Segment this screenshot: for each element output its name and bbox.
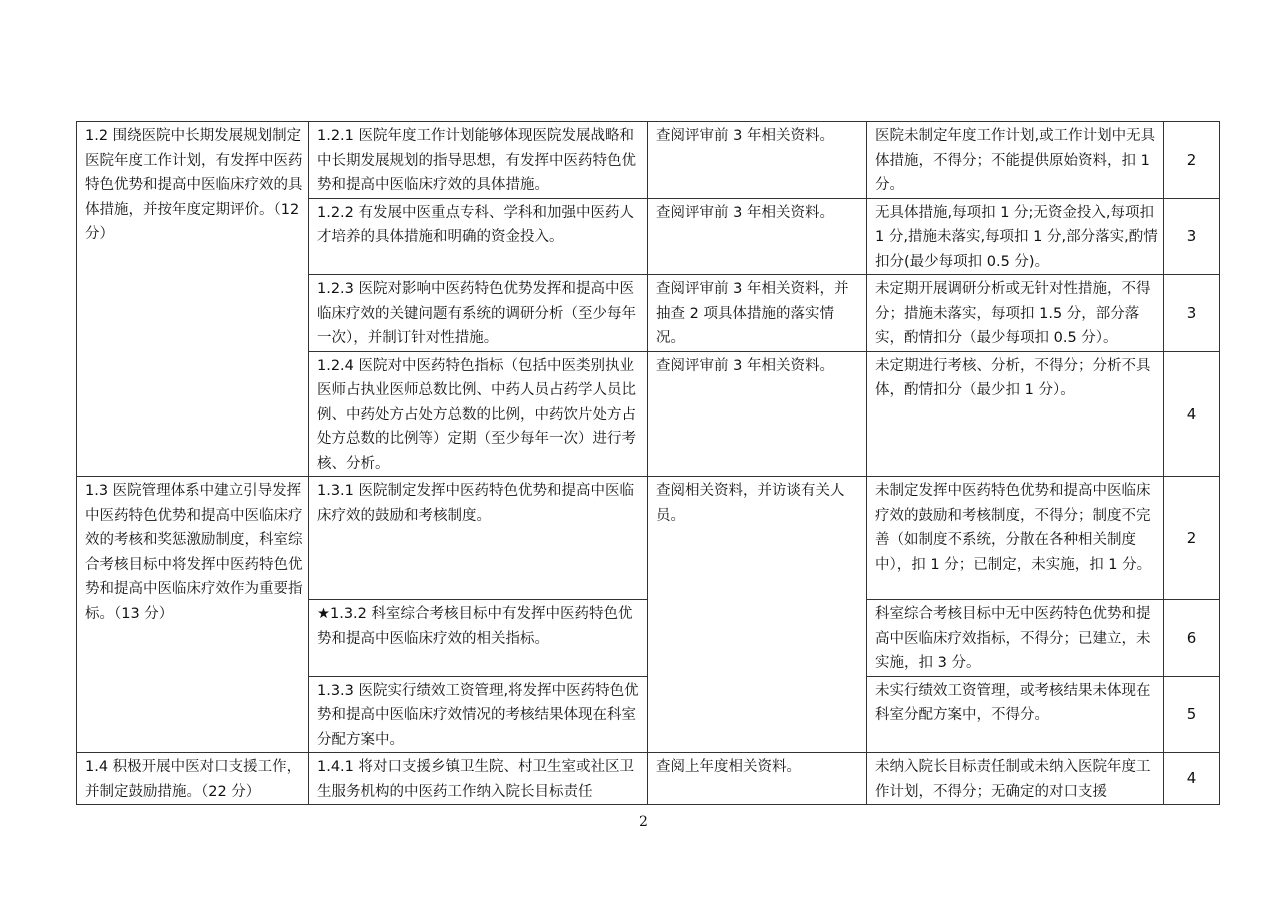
item-criteria: 未定期进行考核、分析，不得分；分析不具体，酌情扣分（最少扣 1 分）。: [867, 351, 1164, 477]
item-score: 6: [1164, 600, 1220, 677]
item-score: 3: [1164, 275, 1220, 352]
item-content: 1.3.1 医院制定发挥中医药特色优势和提高中医临床疗效的鼓励和考核制度。: [309, 477, 648, 600]
evaluation-table: [76, 121, 1220, 805]
item-content: 1.4.1 将对口支援乡镇卫生院、村卫生室或社区卫生服务机构的中医药工作纳入院长目标责任: [309, 753, 648, 805]
item-method: 查阅评审前 3 年相关资料。: [648, 198, 867, 275]
item-score: 4: [1164, 351, 1220, 477]
item-content: 1.2.2 有发展中医重点专科、学科和加强中医药人才培养的具体措施和明确的资金投入。: [309, 198, 648, 275]
item-criteria: 科室综合考核目标中无中医药特色优势和提高中医临床疗效指标，不得分；已建立，未实施，扣 3 分。: [867, 600, 1164, 677]
item-criteria: 无具体措施,每项扣 1 分;无资金投入,每项扣 1 分,措施未落实,每项扣 1 分,部分落实,酌情扣分(最少每项扣 0.5 分)。: [867, 198, 1164, 275]
item-score: 2: [1164, 122, 1220, 199]
item-method: 查阅评审前 3 年相关资料。: [648, 351, 867, 477]
page-number: 2: [639, 814, 648, 830]
section-title: 1.3 医院管理体系中建立引导发挥中医药特色优势和提高中医临床疗效的考核和奖惩激励制度，科室综合考核目标中将发挥中医药特色优势和提高中医临床疗效作为重要指标。（13 分）: [77, 477, 309, 753]
section-title: 1.2 围绕医院中长期发展规划制定医院年度工作计划，有发挥中医药特色优势和提高中医临床疗效的具体措施，并按年度定期评价。（12 分）: [77, 122, 309, 477]
item-score: 3: [1164, 198, 1220, 275]
item-content: 1.2.4 医院对中医药特色指标（包括中医类别执业医师占执业医师总数比例、中药人员占药学人员比例、中药处方占处方总数的比例，中药饮片处方占处方总数的比例等）定期（至少每年一次）进行考核、分析。: [309, 351, 648, 477]
item-score: 4: [1164, 753, 1220, 805]
item-method: 查阅相关资料，并访谈有关人员。: [648, 477, 867, 753]
item-score: 2: [1164, 477, 1220, 600]
item-criteria: 未纳入院长目标责任制或未纳入医院年度工作计划，不得分；无确定的对口支援: [867, 753, 1164, 805]
item-content: 1.2.1 医院年度工作计划能够体现医院发展战略和中长期发展规划的指导思想，有发挥中医药特色优势和提高中医临床疗效的具体措施。: [309, 122, 648, 199]
item-criteria: 未定期开展调研分析或无针对性措施，不得分；措施未落实，每项扣 1.5 分，部分落实，酌情扣分（最少每项扣 0.5 分）。: [867, 275, 1164, 352]
item-method: 查阅评审前 3 年相关资料，并抽查 2 项具体措施的落实情况。: [648, 275, 867, 352]
item-criteria: 未实行绩效工资管理，或考核结果未体现在科室分配方案中，不得分。: [867, 676, 1164, 753]
table-row: [77, 122, 1220, 199]
item-criteria: 未制定发挥中医药特色优势和提高中医临床疗效的鼓励和考核制度，不得分；制度不完善（如制度不系统，分散在各种相关制度中），扣 1 分；已制定，未实施，扣 1 分。: [867, 477, 1164, 600]
item-content: 1.2.3 医院对影响中医药特色优势发挥和提高中医临床疗效的关键问题有系统的调研分析（至少每年一次），并制订针对性措施。: [309, 275, 648, 352]
table-row: [77, 753, 1220, 805]
item-method: 查阅上年度相关资料。: [648, 753, 867, 805]
item-content: ★1.3.2 科室综合考核目标中有发挥中医药特色优势和提高中医临床疗效的相关指标。: [309, 600, 648, 677]
item-criteria: 医院未制定年度工作计划,或工作计划中无具体措施，不得分；不能提供原始资料，扣 1 分。: [867, 122, 1164, 199]
item-score: 5: [1164, 676, 1220, 753]
item-method: 查阅评审前 3 年相关资料。: [648, 122, 867, 199]
section-title: 1.4 积极开展中医对口支援工作，并制定鼓励措施。（22 分）: [77, 753, 309, 805]
item-content: 1.3.3 医院实行绩效工资管理,将发挥中医药特色优势和提高中医临床疗效情况的考核结果体现在科室分配方案中。: [309, 676, 648, 753]
table-row: [77, 477, 1220, 600]
